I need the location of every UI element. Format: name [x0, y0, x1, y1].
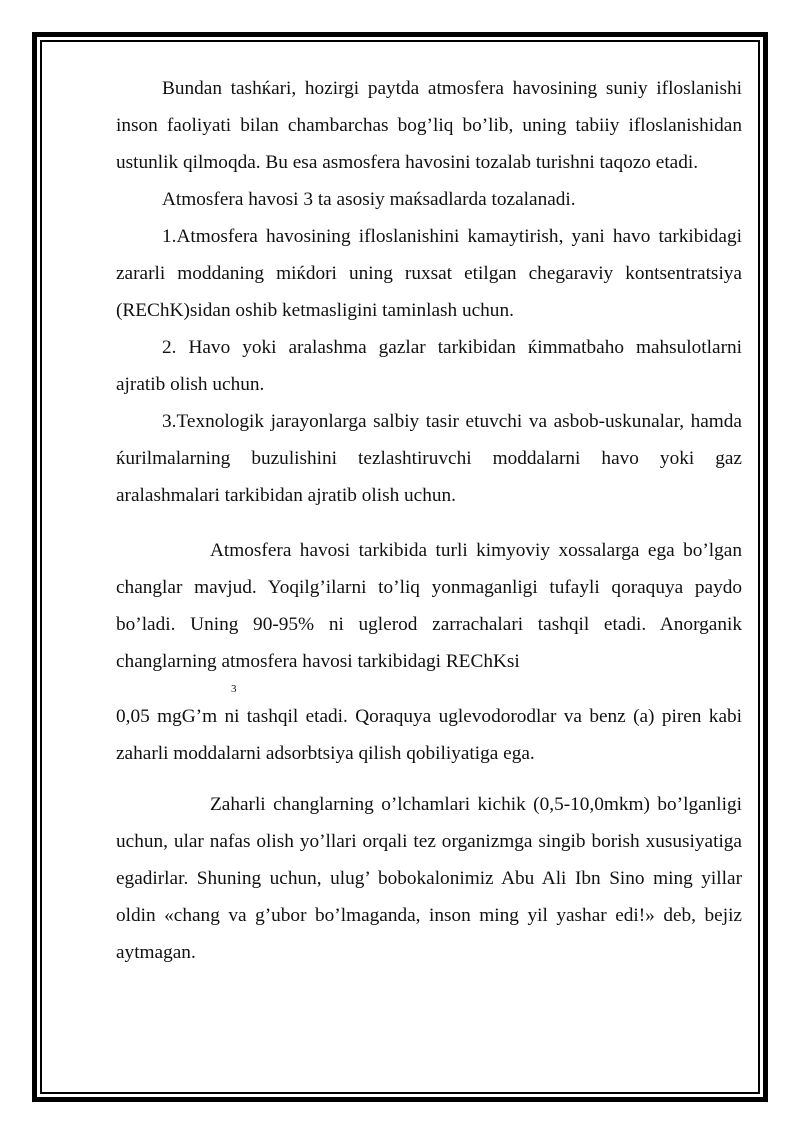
- paragraph-3: 1.Atmosfera havosining ifloslanishini kamaytirish, yani havo tarkibidagi zararli moddaning miќdori uning ruxsat etilgan chegaraviy kontsentratsiya (REChK)sidan oshib ketmasligini taminlash uchun.: [116, 226, 742, 321]
- paragraph-4: 2. Havo yoki aralashma gazlar tarkibidan ќimmatbaho mahsulotlarni ajratib olish uchun.: [116, 337, 742, 395]
- paragraph-6-continued: 0,05 mgG’m ni tashqil etadi. Qoraquya uglevodorodlar va benz (a) piren kabi zaharli moddalarni adsorbtsiya qilish qobiliyatiga ega.: [116, 706, 742, 764]
- document-body: [116, 70, 742, 971]
- superscript-cubed: 3: [231, 683, 237, 695]
- paragraph-2: Atmosfera havosi 3 ta asosiy maќsadlarda tozalanadi.: [162, 189, 576, 210]
- paragraph-1: Bundan tashќari, hozirgi paytda atmosfera havosining suniy ifloslanishi inson faoliyati bilan chambarchas bog’liq bo’lib, uning tabiiy ifloslanishidan ustunlik qilmoqda. Bu esa asmosfera havosini tozalab turishni taqozo etadi.: [116, 78, 742, 173]
- paragraph-5: 3.Texnologik jarayonlarga salbiy tasir etuvchi va asbob-uskunalar, hamda ќurilmalarning buzulishini tezlashtiruvchi moddalarni havo yoki gaz aralashmalari tarkibidan ajratib olish uchun.: [116, 411, 742, 506]
- paragraph-6: Atmosfera havosi tarkibida turli kimyoviy xossalarga ega bo’lgan changlar mavjud. Yoqilg’ilarni to’liq yonmaganligi tufayli qoraquya paydo bo’ladi. Uning 90-95% ni uglerod zarrachalari tashqil etadi. Anorganik changlarning atmosfera havosi tarkibidagi REChKsi: [116, 540, 742, 672]
- paragraph-7: Zaharli changlarning o’lchamlari kichik (0,5-10,0mkm) bo’lganligi uchun, ular nafas olish yo’llari orqali tez organizmga singib borish xususiyatiga egadirlar. Shuning uchun, ulug’ bobokalonimiz Abu Ali Ibn Sino ming yillar oldin «chang va g’ubor bo’lmaganda, inson ming yil yashar edi!» deb, bejiz aytmagan.: [116, 794, 742, 963]
- superscript-line: [116, 680, 742, 698]
